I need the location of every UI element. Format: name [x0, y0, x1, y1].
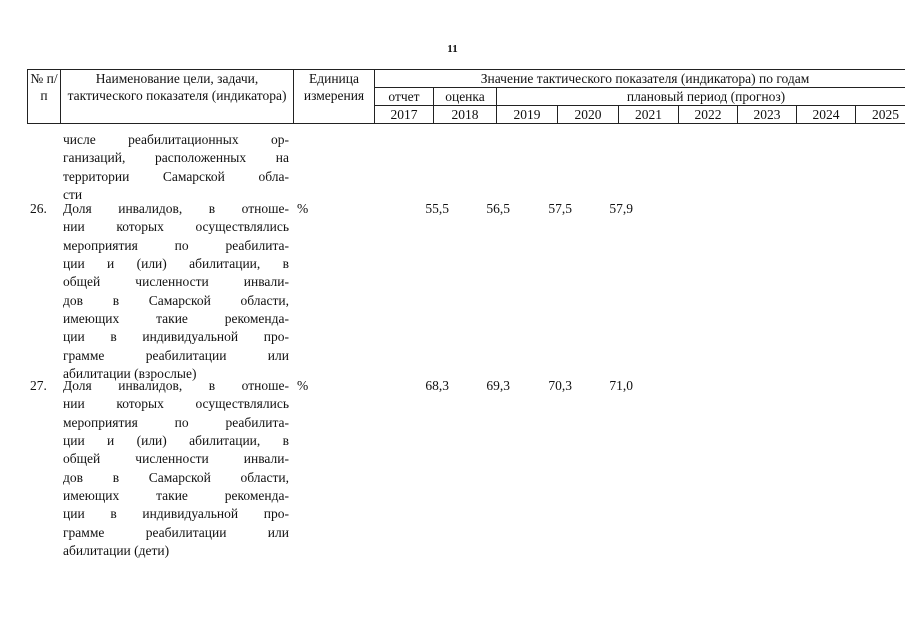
name-line: дов в Самарской области,: [63, 469, 289, 485]
name-line: Доля инвалидов, в отноше-: [63, 201, 289, 216]
name-line: ганизаций, расположенных на: [63, 150, 289, 166]
value-2021: 57,9: [609, 201, 633, 216]
year-cell: 2017: [375, 106, 434, 124]
value-2018: 68,3: [425, 378, 449, 393]
name-line: сти: [63, 187, 83, 203]
value-2019: 69,3: [486, 378, 510, 393]
col-num-header: № п/п: [28, 70, 61, 124]
name-line: территории Самарской обла-: [63, 168, 289, 184]
name-line: дов в Самарской области,: [63, 292, 289, 308]
year-cell: 2025: [856, 106, 905, 124]
col-values-title: Значение тактического показателя (индикатора) по годам: [375, 70, 905, 88]
name-line: ции и (или) абилитации, в: [63, 433, 289, 449]
name-line: числе реабилитационных ор-: [63, 132, 289, 147]
year-cell: 2020: [558, 106, 619, 124]
row-number: 27.: [30, 378, 47, 393]
indicator-table-header: [27, 69, 905, 124]
col-plan-header: плановый период (прогноз): [497, 88, 905, 106]
name-line: нии которых осуществлялись: [63, 396, 289, 412]
name-line: абилитации (взрослые): [63, 366, 197, 382]
col-unit-header: Единица измерения: [294, 70, 375, 124]
name-line: Доля инвалидов, в отноше-: [63, 378, 289, 393]
row-number: 26.: [30, 201, 47, 216]
indicator-name: [63, 377, 289, 560]
name-line: грамме реабилитации или: [63, 524, 289, 540]
year-cell: 2018: [434, 106, 497, 124]
name-line: абилитации (дети): [63, 543, 170, 559]
year-cell: 2021: [619, 106, 679, 124]
year-cell: 2024: [797, 106, 856, 124]
page-number: 11: [447, 43, 458, 55]
value-2021: 71,0: [609, 378, 633, 393]
name-line: нии которых осуществлялись: [63, 219, 289, 235]
indicator-name: [63, 200, 289, 383]
name-line: общей численности инвали-: [63, 274, 289, 290]
unit-cell: %: [297, 378, 309, 393]
name-line: мероприятия по реабилита-: [63, 414, 289, 430]
value-2018: 55,5: [425, 201, 449, 216]
value-2019: 56,5: [486, 201, 510, 216]
name-line: общей численности инвали-: [63, 451, 289, 467]
col-report-header: отчет: [375, 88, 434, 106]
col-estimate-header: оценка: [434, 88, 497, 106]
year-cell: 2019: [497, 106, 558, 124]
name-line: имеющих такие рекоменда-: [63, 311, 289, 327]
year-cell: 2023: [738, 106, 797, 124]
year-cell: 2022: [679, 106, 738, 124]
name-line: ции в индивидуальной про-: [63, 329, 289, 345]
name-line: ции в индивидуальной про-: [63, 506, 289, 522]
name-line: мероприятия по реабилита-: [63, 237, 289, 253]
value-2020: 70,3: [548, 378, 572, 393]
name-line: ции и (или) абилитации, в: [63, 256, 289, 272]
unit-cell: %: [297, 201, 309, 216]
col-name-header: Наименование цели, задачи, тактического показателя (индикатора): [61, 70, 294, 124]
name-line: грамме реабилитации или: [63, 347, 289, 363]
name-line: имеющих такие рекоменда-: [63, 488, 289, 504]
value-2020: 57,5: [548, 201, 572, 216]
continuation-name: [63, 131, 289, 204]
